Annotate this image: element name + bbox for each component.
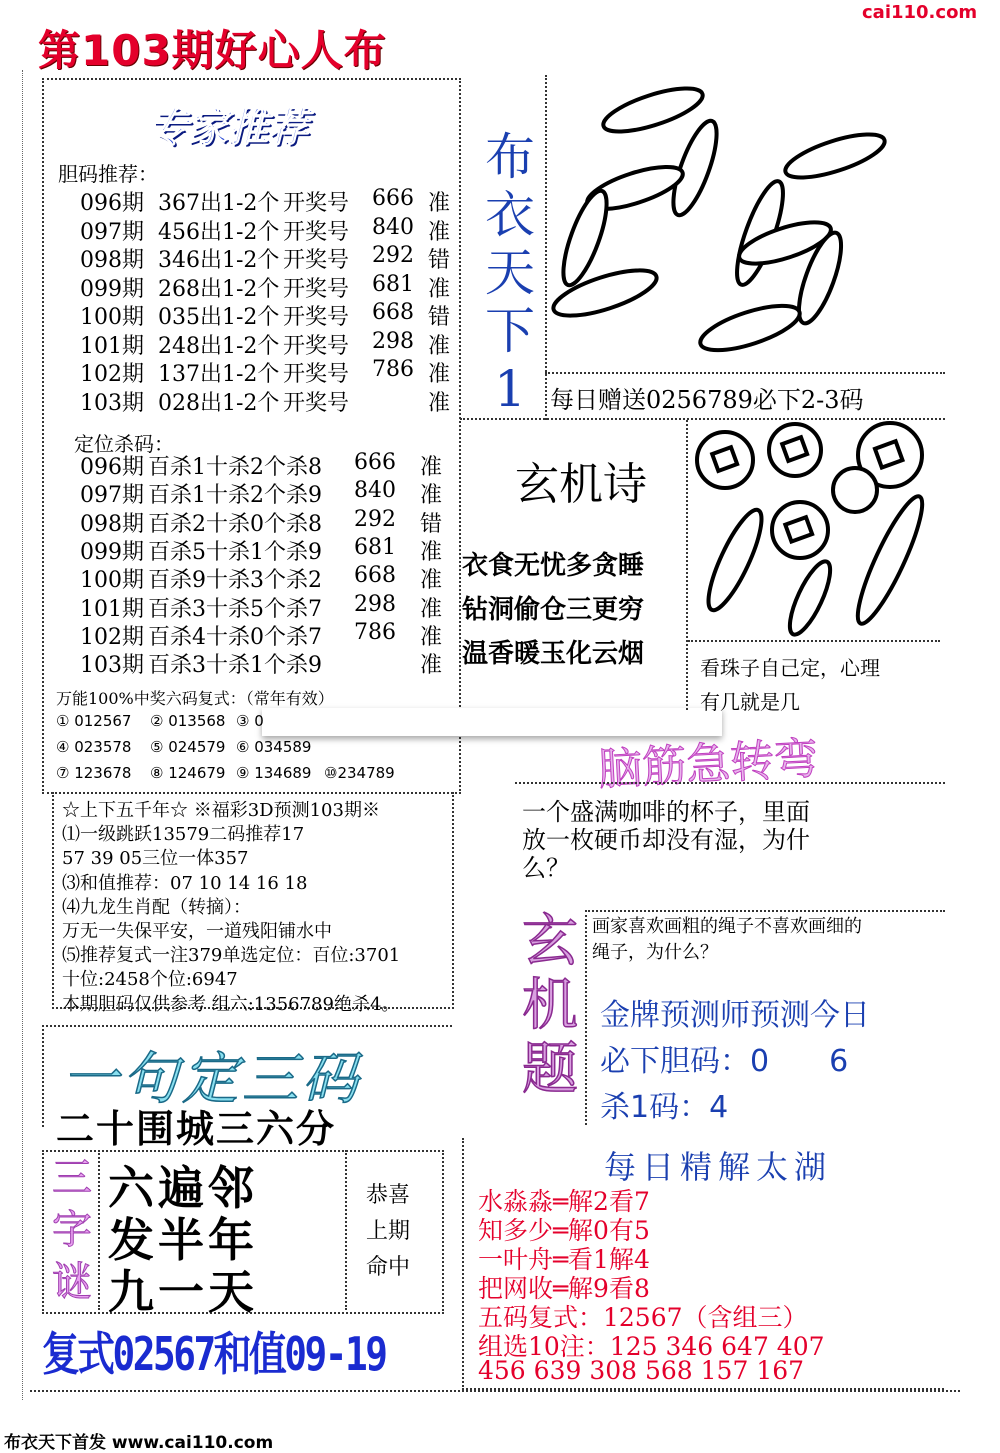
beads-note-line: 有几就是几 [700,690,800,714]
brain-line: 放一枚硬币却没有湿，为什 [522,826,810,854]
dan-result: 准 [428,276,451,302]
taihu-line: 一叶舟═看1解4 [478,1245,650,1274]
history-line: ⑷九龙生肖配（转摘）： [62,896,251,918]
fushi-line: 复式02567和值09-19 [42,1327,386,1381]
history-line: ⑴一级跳跃13579二码推荐17 [62,824,305,846]
dan-result: 准 [428,333,451,359]
dan-label: 开奖号 [283,248,350,273]
kill-result: 准 [420,596,443,622]
beads-graphic [690,420,940,640]
kill-issue: 103期 [80,653,144,679]
dan-label: 开奖号 [283,362,350,387]
six-combo: ⑨ 134689 [236,764,312,782]
dan-issue: 100期 [80,305,144,330]
dan-label: 开奖号 [283,219,350,245]
taihu-line: 水淼淼═解2看7 [478,1187,650,1216]
kill-result: 准 [420,653,443,679]
sanzi-line: 六遍邻 [108,1161,258,1215]
brain-line: 一个盛满咖啡的杯子，里面 [522,798,810,826]
site-logo: cai110.com [862,2,978,23]
poem-title: 玄机诗 [515,459,647,510]
big-number-graphic [545,78,945,378]
buyi-char: 下 [485,302,535,360]
taihu-line: 五码复式：12567（含组三） [478,1303,808,1332]
dan-draw: 840 [372,214,414,240]
dan-result: 错 [428,248,451,273]
kill-result: 准 [420,539,443,565]
kill-issue: 101期 [80,596,144,622]
kill-pick: 百杀1十杀2个杀9 [148,483,322,509]
dan-result: 准 [428,362,451,387]
kill-draw: 681 [354,534,396,560]
poem-line: 温香暖玉化云烟 [462,639,645,669]
dan-pick: 268出1-2个 [158,276,280,302]
brain-title: 脑筋急转弯 [597,733,820,796]
kill-result: 错 [420,511,443,537]
divider [688,640,940,642]
history-line: ⑸推荐复式一注379单选定位：百位:3701 [62,945,401,967]
kill-result: 准 [420,483,443,509]
kill-draw: 298 [354,591,396,617]
dan-result: 错 [428,305,451,330]
beads-note-line: 看珠子自己定，心理 [700,656,880,680]
six-combo: ⑧ 124679 [150,764,226,782]
taihu-line: 组选10注：125 346 647 407 [478,1332,825,1361]
taihu-line: 456 639 308 568 157 167 [478,1356,805,1385]
dan-pick: 248出1-2个 [158,333,280,359]
six-combo: ⑦ 123678 [56,764,132,782]
dan-issue: 096期 [80,191,144,216]
six-combo: ⑤ 024579 [150,738,226,756]
dan-pick: 028出1-2个 [158,390,280,416]
kill-issue: 102期 [80,624,144,650]
kill-issue: 098期 [80,511,144,537]
dan-pick: 456出1-2个 [158,219,280,245]
divider [686,420,688,710]
six-combo: ② 013568 [150,712,226,730]
gold-line: 杀1码：4 [600,1090,729,1125]
history-line: 万无一失保平安，一道残阳铺水中 [62,921,332,942]
sanzi-char: 三 [52,1155,92,1201]
dan-draw: 668 [372,300,414,325]
six-combo: ③ 0 [236,712,264,730]
history-line: 十位:2458个位:6947 [62,969,238,991]
taihu-title: 每日精解太湖 [604,1148,833,1186]
dan-title: 胆码推荐： [58,162,158,186]
divider [545,372,945,374]
dan-pick: 346出1-2个 [158,248,280,273]
poem-line: 钻洞偷仓三更穷 [462,595,645,625]
divider [30,1390,960,1392]
sanzi-char: 谜 [52,1259,92,1305]
kill-draw: 786 [354,619,396,645]
kill-draw: 666 [354,450,396,475]
taihu-line: 知多少═解0有5 [478,1216,650,1245]
dan-label: 开奖号 [283,333,350,359]
dan-issue: 101期 [80,333,144,359]
dan-pick: 367出1-2个 [158,191,280,216]
kill-pick: 百杀5十杀1个杀9 [148,539,322,565]
buyi-char: 天 [485,244,535,302]
dan-result: 准 [428,390,451,416]
kill-result: 准 [420,624,443,650]
dan-draw: 681 [372,271,414,297]
expert-title: 专家推荐 [148,104,308,151]
dan-draw: 666 [372,186,414,211]
kill-draw: 668 [354,563,396,589]
page-title: 第103期好心人布 [38,26,387,75]
kill-title: 定位杀码： [74,432,174,456]
dan-result: 准 [428,191,451,216]
sanzi-congrats-line: 上期 [366,1219,411,1244]
dan-label: 开奖号 [283,305,350,330]
riddle-char: 机 [522,973,578,1038]
dan-draw: 298 [372,328,414,354]
sanzi-congrats-line: 命中 [366,1255,411,1280]
kill-pick: 百杀9十杀3个杀2 [148,568,322,594]
kill-issue: 097期 [80,483,144,509]
kill-pick: 百杀1十杀2个杀8 [148,455,322,480]
six-combo: ⑩234789 [324,764,395,782]
kill-pick: 百杀3十杀5个杀7 [148,596,322,622]
riddle-char: 题 [522,1037,578,1102]
divider [585,910,587,1125]
brain-line: 么？ [522,854,570,882]
divider [22,70,23,1400]
kill-pick: 百杀4十杀0个杀7 [148,624,322,650]
kill-issue: 100期 [80,568,144,594]
poem-line: 衣食无忧多贪睡 [462,551,645,581]
dan-result: 准 [428,219,451,245]
riddle-question-line: 画家喜欢画粗的绳子不喜欢画细的 [592,916,862,937]
kill-result: 准 [420,568,443,594]
buyi-char: 衣 [485,186,535,244]
divider [98,1150,100,1310]
buyi-char: 1 [494,360,526,418]
yiju-phrase: 二十围城三六分 [56,1107,337,1151]
sanzi-line: 发半年 [108,1213,258,1267]
dan-draw: 292 [372,243,414,268]
taihu-line: 把网收═解9看8 [478,1274,650,1303]
sanzi-vertical [46,1152,98,1308]
dan-pick: 137出1-2个 [158,362,280,387]
dan-issue: 103期 [80,390,144,416]
kill-issue: 096期 [80,455,144,480]
sanzi-congrats-line: 恭喜 [366,1183,411,1208]
riddle-vertical [520,910,580,1102]
dan-pick: 035出1-2个 [158,305,280,330]
daily-gift: 每日赠送0256789必下2-3码 [550,386,864,414]
dan-draw: 786 [372,357,414,382]
kill-draw: 292 [354,506,396,532]
dan-label: 开奖号 [283,191,350,216]
kill-issue: 099期 [80,539,144,565]
sanzi-line: 九一天 [108,1265,258,1319]
dan-issue: 098期 [80,248,144,273]
dan-label: 开奖号 [283,390,350,416]
kill-draw: 840 [354,478,396,504]
riddle-question-line: 绳子，为什么？ [592,942,718,963]
riddle-char: 玄 [522,909,578,974]
gold-line: 必下胆码：0 6 [600,1044,849,1079]
history-line: ☆上下五千年☆ ※福彩3D预测103期※ [62,800,380,821]
divider [345,1150,347,1310]
history-line: ⑶和值推荐：07 10 14 16 18 [62,872,308,894]
history-line: 本期胆码仅供参考 组六:1356789绝杀4。 [62,993,400,1015]
history-line: 57 39 05三位一体357 [62,848,249,870]
dan-label: 开奖号 [283,276,350,302]
buyi-vertical [480,128,540,418]
kill-pick: 百杀2十杀0个杀8 [148,511,322,537]
footer-text: 布衣天下首发 www.cai110.com [4,1433,274,1453]
six-combo: ① 012567 [56,712,132,730]
kill-result: 准 [420,455,443,480]
buyi-char: 布 [485,128,535,186]
six-combo: ⑥ 034589 [236,738,312,756]
dan-issue: 097期 [80,219,144,245]
sanzi-char: 字 [52,1207,92,1253]
divider [515,782,945,784]
six-combo: ④ 023578 [56,738,132,756]
six-title: 万能100%中奖六码复式：（常年有效） [56,689,334,708]
kill-pick: 百杀3十杀1个杀9 [148,653,322,679]
dan-issue: 102期 [80,362,144,387]
dan-issue: 099期 [80,276,144,302]
yiju-title: 一句定三码 [62,1047,362,1112]
gold-line: 金牌预测师预测今日 [600,998,870,1033]
